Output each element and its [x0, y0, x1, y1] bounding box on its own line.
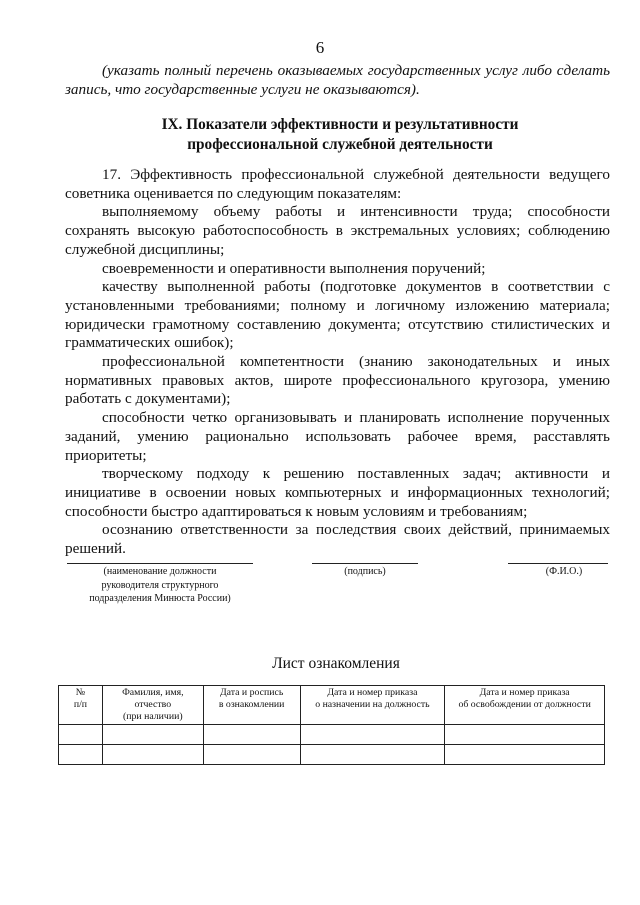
section-title-line2: профессиональной служебной деятельности [187, 136, 493, 153]
paragraph-quality: качеству выполненной работы (подготовке документов в соответствии с установленными требованиями; полному и логичному изложению материала; юридически грамотному составлению документа; отсутствию стилистических и грамматических ошибок); [65, 278, 610, 352]
acknowledgement-sheet-title: Лист ознакомления [272, 655, 400, 672]
paragraph-competence: профессиональной компетентности (знанию законодательных и иных нормативных правовых актов, широте профессионального кругозора, умению работать с документами); [65, 353, 610, 408]
acknowledgement-table [58, 685, 605, 765]
name-signature-line [508, 563, 608, 564]
paragraph-workload: выполняемому объему работы и интенсивности труда; способности сохранять высокую работоспособность в экстремальных условиях; соблюдению служебной дисциплины; [65, 203, 610, 258]
table-cell [59, 725, 103, 745]
section-heading [60, 115, 620, 155]
column-header-dismissal-order: Дата и номер приказа об освобождении от должности [445, 686, 605, 725]
paragraph-timeliness: своевременности и оперативности выполнения поручений; [102, 259, 486, 277]
intro-note-line2: запись, что государственные услуги не оказываются). [65, 80, 420, 98]
column-header-full-name: Фамилия, имя, отчество (при наличии) [102, 686, 203, 725]
intro-note [65, 62, 610, 99]
paragraph-responsibility: осознанию ответственности за последствия своих действий, принимаемых решений. [65, 521, 610, 558]
name-label: (Ф.И.О.) [545, 566, 583, 577]
intro-note-line1: (указать полный перечень оказываемых государственных услуг либо сделать [102, 62, 610, 79]
page-number: 6 [315, 38, 325, 57]
table-header-row [59, 686, 605, 725]
paragraph-17: 17. Эффективность профессиональной служебной деятельности ведущего советника оценивается по следующим показателям: [65, 166, 610, 202]
table-cell [445, 745, 605, 765]
table-row [59, 725, 605, 745]
column-header-appointment-order: Дата и номер приказа о назначении на должность [300, 686, 445, 725]
table-cell [300, 745, 445, 765]
section-title-line1: IX. Показатели эффективности и результативности [161, 116, 519, 133]
table-cell [102, 725, 203, 745]
position-label: (наименование должности руководителя структурного подразделения Минюста России) [89, 566, 231, 604]
table-cell [203, 745, 300, 765]
signature-label: (подпись) [344, 566, 386, 577]
table-cell [203, 725, 300, 745]
table-cell [102, 745, 203, 765]
signature-line [312, 563, 418, 564]
body-paragraphs [65, 166, 610, 559]
paragraph-creativity: творческому подходу к решению поставленных задач; активности и инициативе в освоении новых компьютерных и информационных технологий; способности быстро адаптироваться к новым условиям и требованиям; [65, 465, 610, 520]
paragraph-organization: способности четко организовывать и планировать исполнение порученных заданий, умению рационально использовать рабочее время, расставлять приоритеты; [65, 409, 610, 464]
column-header-number: № п/п [59, 686, 103, 725]
column-header-date-signature: Дата и роспись в ознакомлении [203, 686, 300, 725]
table-row [59, 745, 605, 765]
table-cell [445, 725, 605, 745]
position-signature-line [67, 563, 253, 564]
table-cell [59, 745, 103, 765]
table-cell [300, 725, 445, 745]
